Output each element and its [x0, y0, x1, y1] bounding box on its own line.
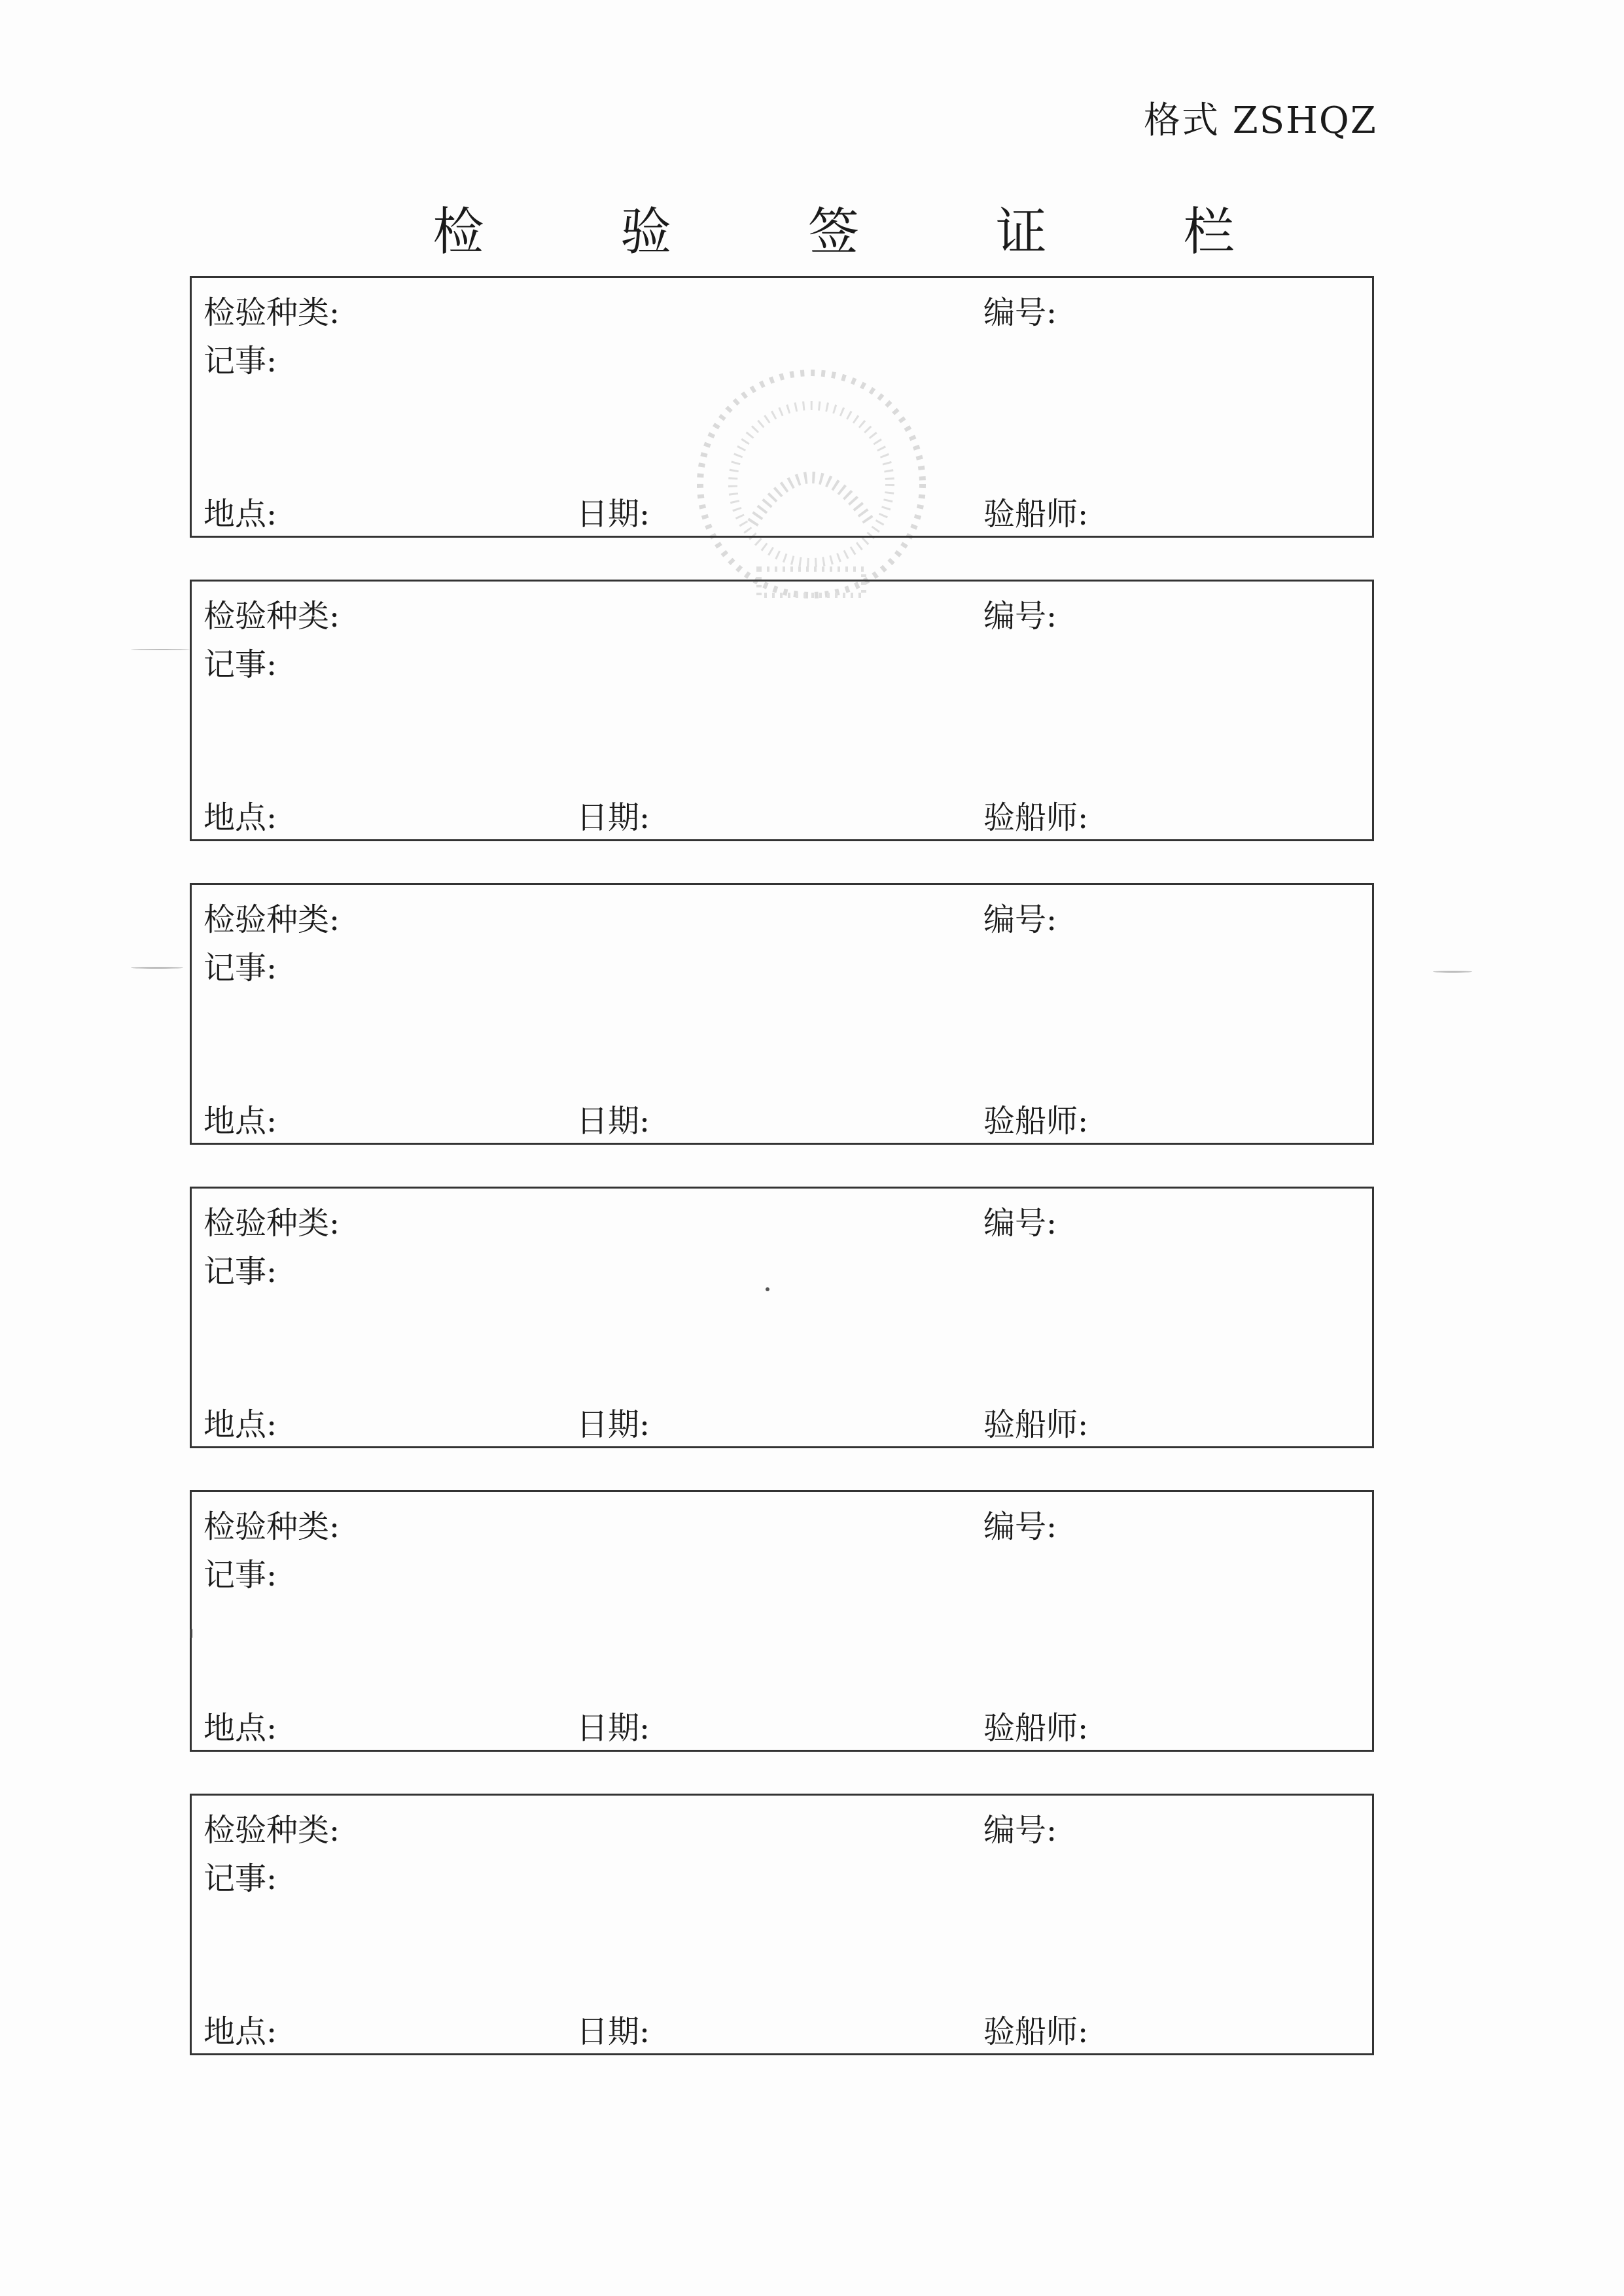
number-label: 编号:	[983, 901, 1057, 938]
date-label: 日期:	[576, 2013, 650, 2050]
number-label: 编号:	[983, 294, 1057, 331]
inspection-type-label: 检验种类:	[203, 901, 340, 938]
inspection-panel-5	[190, 1490, 1374, 1752]
inspection-panel-4	[190, 1187, 1374, 1448]
scan-speck	[766, 1287, 769, 1291]
inspection-panel-6	[190, 1794, 1374, 2055]
page-title: 检 验 签 证 栏	[432, 203, 1295, 262]
place-label: 地点:	[203, 1103, 277, 1139]
number-label: 编号:	[983, 598, 1057, 635]
notes-label: 记事:	[203, 1557, 277, 1593]
scan-speck	[1433, 971, 1472, 973]
inspection-type-label: 检验种类:	[203, 1812, 340, 1849]
date-label: 日期:	[576, 496, 650, 532]
surveyor-label: 验船师:	[983, 799, 1089, 836]
inspection-type-label: 检验种类:	[203, 1205, 340, 1242]
place-label: 地点:	[203, 2013, 277, 2050]
number-label: 编号:	[983, 1508, 1057, 1545]
inspection-panel-1	[190, 276, 1374, 538]
scan-speck	[131, 649, 190, 650]
date-label: 日期:	[576, 1710, 650, 1747]
inspection-panel-3	[190, 883, 1374, 1145]
surveyor-label: 验船师:	[983, 1103, 1089, 1139]
number-label: 编号:	[983, 1205, 1057, 1242]
place-label: 地点:	[203, 799, 277, 836]
inspection-type-label: 检验种类:	[203, 1508, 340, 1545]
surveyor-label: 验船师:	[983, 1406, 1089, 1443]
place-label: 地点:	[203, 1710, 277, 1747]
inspection-type-label: 检验种类:	[203, 598, 340, 635]
surveyor-label: 验船师:	[983, 496, 1089, 532]
place-label: 地点:	[203, 496, 277, 532]
notes-label: 记事:	[203, 1253, 277, 1290]
scan-speck	[190, 1629, 192, 1638]
notes-label: 记事:	[203, 950, 277, 986]
format-code: 格式 ZSHQZ	[1144, 99, 1377, 142]
surveyor-label: 验船师:	[983, 2013, 1089, 2050]
scan-speck	[131, 967, 183, 969]
number-label: 编号:	[983, 1812, 1057, 1849]
inspection-type-label: 检验种类:	[203, 294, 340, 331]
date-label: 日期:	[576, 799, 650, 836]
surveyor-label: 验船师:	[983, 1710, 1089, 1747]
date-label: 日期:	[576, 1406, 650, 1443]
inspection-panel-2	[190, 580, 1374, 841]
notes-label: 记事:	[203, 343, 277, 379]
notes-label: 记事:	[203, 1860, 277, 1897]
notes-label: 记事:	[203, 646, 277, 683]
date-label: 日期:	[576, 1103, 650, 1139]
place-label: 地点:	[203, 1406, 277, 1443]
